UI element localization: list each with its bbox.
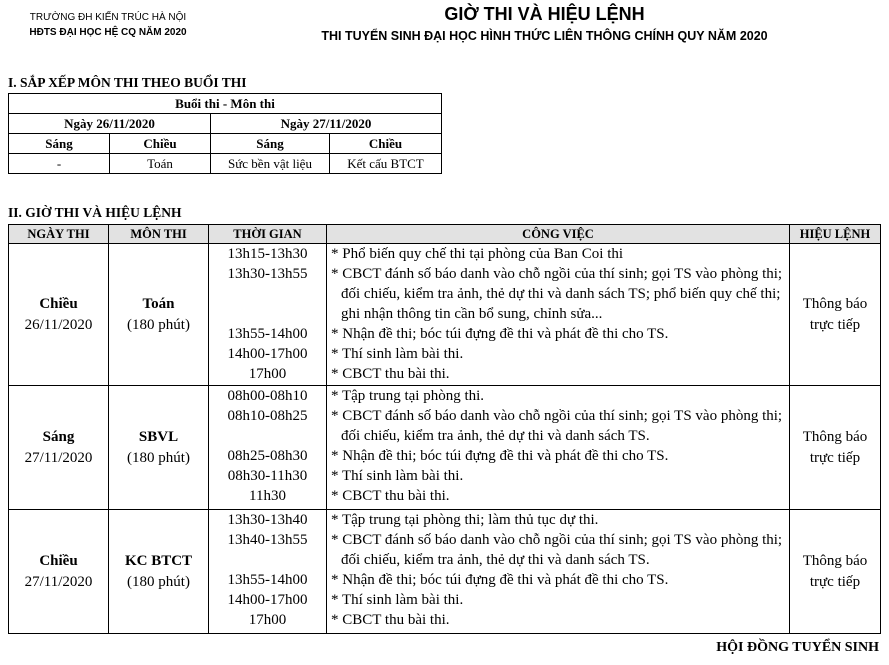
exam-date: 26/11/2020 [24,316,93,333]
signoff: HỘI ĐỒNG TUYỂN SINH [716,640,879,655]
col-header: CÔNG VIỆC [327,225,790,244]
col-header: HIỆU LỆNH [790,225,881,244]
subject-cell [109,510,209,634]
summary-table-title: Buổi thi - Môn thi [9,94,442,114]
session-name: Sáng [42,428,75,445]
task-item: * CBCT thu bài thi. [331,488,450,504]
time-cell [209,244,327,386]
subject-duration: (180 phút) [127,316,190,333]
time-slot: 17h00 [248,612,287,628]
page-subtitle: THI TUYỂN SINH ĐẠI HỌC HÌNH THỨC LIÊN THÔNG CHÍNH QUY NĂM 2020 [321,29,768,43]
signal-text: trực tiếp [809,316,861,333]
signal-cell [790,244,881,386]
task-item: * Nhận đề thi; bóc túi đựng đề thi và phát đề thi cho TS. [331,326,669,342]
subject-cell [109,244,209,386]
subject-name: KC BTCT [124,552,193,569]
time-slot: 13h55-14h00 [227,326,308,342]
time-slot: 11h30 [249,488,286,504]
table-row [9,510,881,634]
task-cell [327,244,790,386]
signal-text: Thông báo [802,552,868,569]
task-item: * CBCT thu bài thi. [331,612,450,628]
time-slot: 13h30-13h40 [227,512,308,528]
task-cell [327,386,790,510]
session-label: Chiều [330,134,442,154]
time-cell [209,510,327,634]
time-slot [209,304,326,324]
section2-heading: II. GIỜ THI VÀ HIỆU LỆNH [8,205,182,220]
session-label: Chiều [110,134,211,154]
subject-cell: Sức bền vật liệu [211,154,330,174]
signal-cell [790,510,881,634]
signal-text: Thông báo [802,295,868,312]
signal-cell [790,386,881,510]
exam-day-cell [9,386,109,510]
subject-cell: Kết cấu BTCT [330,154,442,174]
summary-day2: Ngày 27/11/2020 [211,114,442,134]
time-slot: 13h55-14h00 [227,572,308,588]
table-row [9,244,881,386]
time-slot: 14h00-17h00 [227,346,308,362]
time-slot: 14h00-17h00 [227,592,308,608]
signal-text: Thông báo [802,428,868,445]
subject-name: SBVL [138,428,179,445]
task-item: * Nhận đề thi; bóc túi đựng đề thi và phát đề thi cho TS. [331,572,669,588]
task-item: * Tập trung tại phòng thi; làm thủ tục dự thi. [331,512,599,528]
col-header: MÔN THI [109,225,209,244]
org-header [8,10,208,40]
org-name: TRƯỜNG ĐH KIẾN TRÚC HÀ NỘI [29,12,187,23]
subject-duration: (180 phút) [127,573,190,590]
subject-duration: (180 phút) [127,449,190,466]
time-slot: 08h00-08h10 [227,388,308,404]
signal-text: trực tiếp [809,573,861,590]
schedule-summary-table [8,93,442,174]
exam-schedule-table [8,224,881,634]
time-slot: 13h40-13h55 [227,532,308,548]
subject-cell: Toán [110,154,211,174]
table-row [9,386,881,510]
council-name: HĐTS ĐẠI HỌC HỆ CQ NĂM 2020 [29,27,187,38]
section1-heading: I. SẮP XẾP MÔN THI THEO BUỔI THI [8,75,247,90]
time-slot: 08h10-08h25 [227,408,308,424]
task-item: * Thí sinh làm bài thi. [331,346,464,362]
time-slot: 08h30-11h30 [227,468,308,484]
exam-date: 27/11/2020 [24,449,93,466]
subject-name: Toán [142,295,175,312]
time-slot: 13h30-13h55 [227,266,308,282]
exam-day-cell [9,510,109,634]
task-item: * Tập trung tại phòng thi. [331,388,485,404]
page-title: GIỜ THI VÀ HIỆU LỆNH [444,4,645,24]
session-label: Sáng [211,134,330,154]
signal-text: trực tiếp [809,449,861,466]
session-label: Sáng [9,134,110,154]
task-item: * CBCT thu bài thi. [331,366,450,382]
task-cell [327,510,790,634]
task-item: * CBCT đánh số báo danh vào chỗ ngồi của thí sinh; gọi TS vào phòng thi; đối chiếu, kiểm tra ảnh, thẻ dự thi và danh sách TS. [331,408,783,444]
time-slot: 13h15-13h30 [227,246,308,262]
exam-date: 27/11/2020 [24,573,93,590]
time-slot [209,284,326,304]
task-item: * CBCT đánh số báo danh vào chỗ ngồi của thí sinh; gọi TS vào phòng thi; đối chiếu, kiểm tra ảnh, thẻ dự thi và danh sách TS; phổ biến quy chế thi; ghi nhận thông tin cần bổ sung, chỉnh sửa... [331,266,783,322]
task-item: * Thí sinh làm bài thi. [331,468,464,484]
col-header: NGÀY THI [9,225,109,244]
task-item: * Thí sinh làm bài thi. [331,592,464,608]
subject-cell: - [9,154,110,174]
task-item: * Nhận đề thi; bóc túi đựng đề thi và phát đề thi cho TS. [331,448,669,464]
summary-day1: Ngày 26/11/2020 [9,114,211,134]
session-name: Chiều [39,295,78,312]
session-name: Chiều [39,552,78,569]
task-item: * Phổ biến quy chế thi tại phòng của Ban Coi thi [331,246,624,262]
time-cell [209,386,327,510]
exam-day-cell [9,244,109,386]
time-slot [209,550,326,570]
time-slot [209,426,326,446]
time-slot: 08h25-08h30 [227,448,308,464]
task-item: * CBCT đánh số báo danh vào chỗ ngồi của thí sinh; gọi TS vào phòng thi; đối chiếu, kiểm tra ảnh, thẻ dự thi và danh sách TS. [331,532,783,568]
time-slot: 17h00 [248,366,287,382]
col-header: THỜI GIAN [209,225,327,244]
subject-cell [109,386,209,510]
